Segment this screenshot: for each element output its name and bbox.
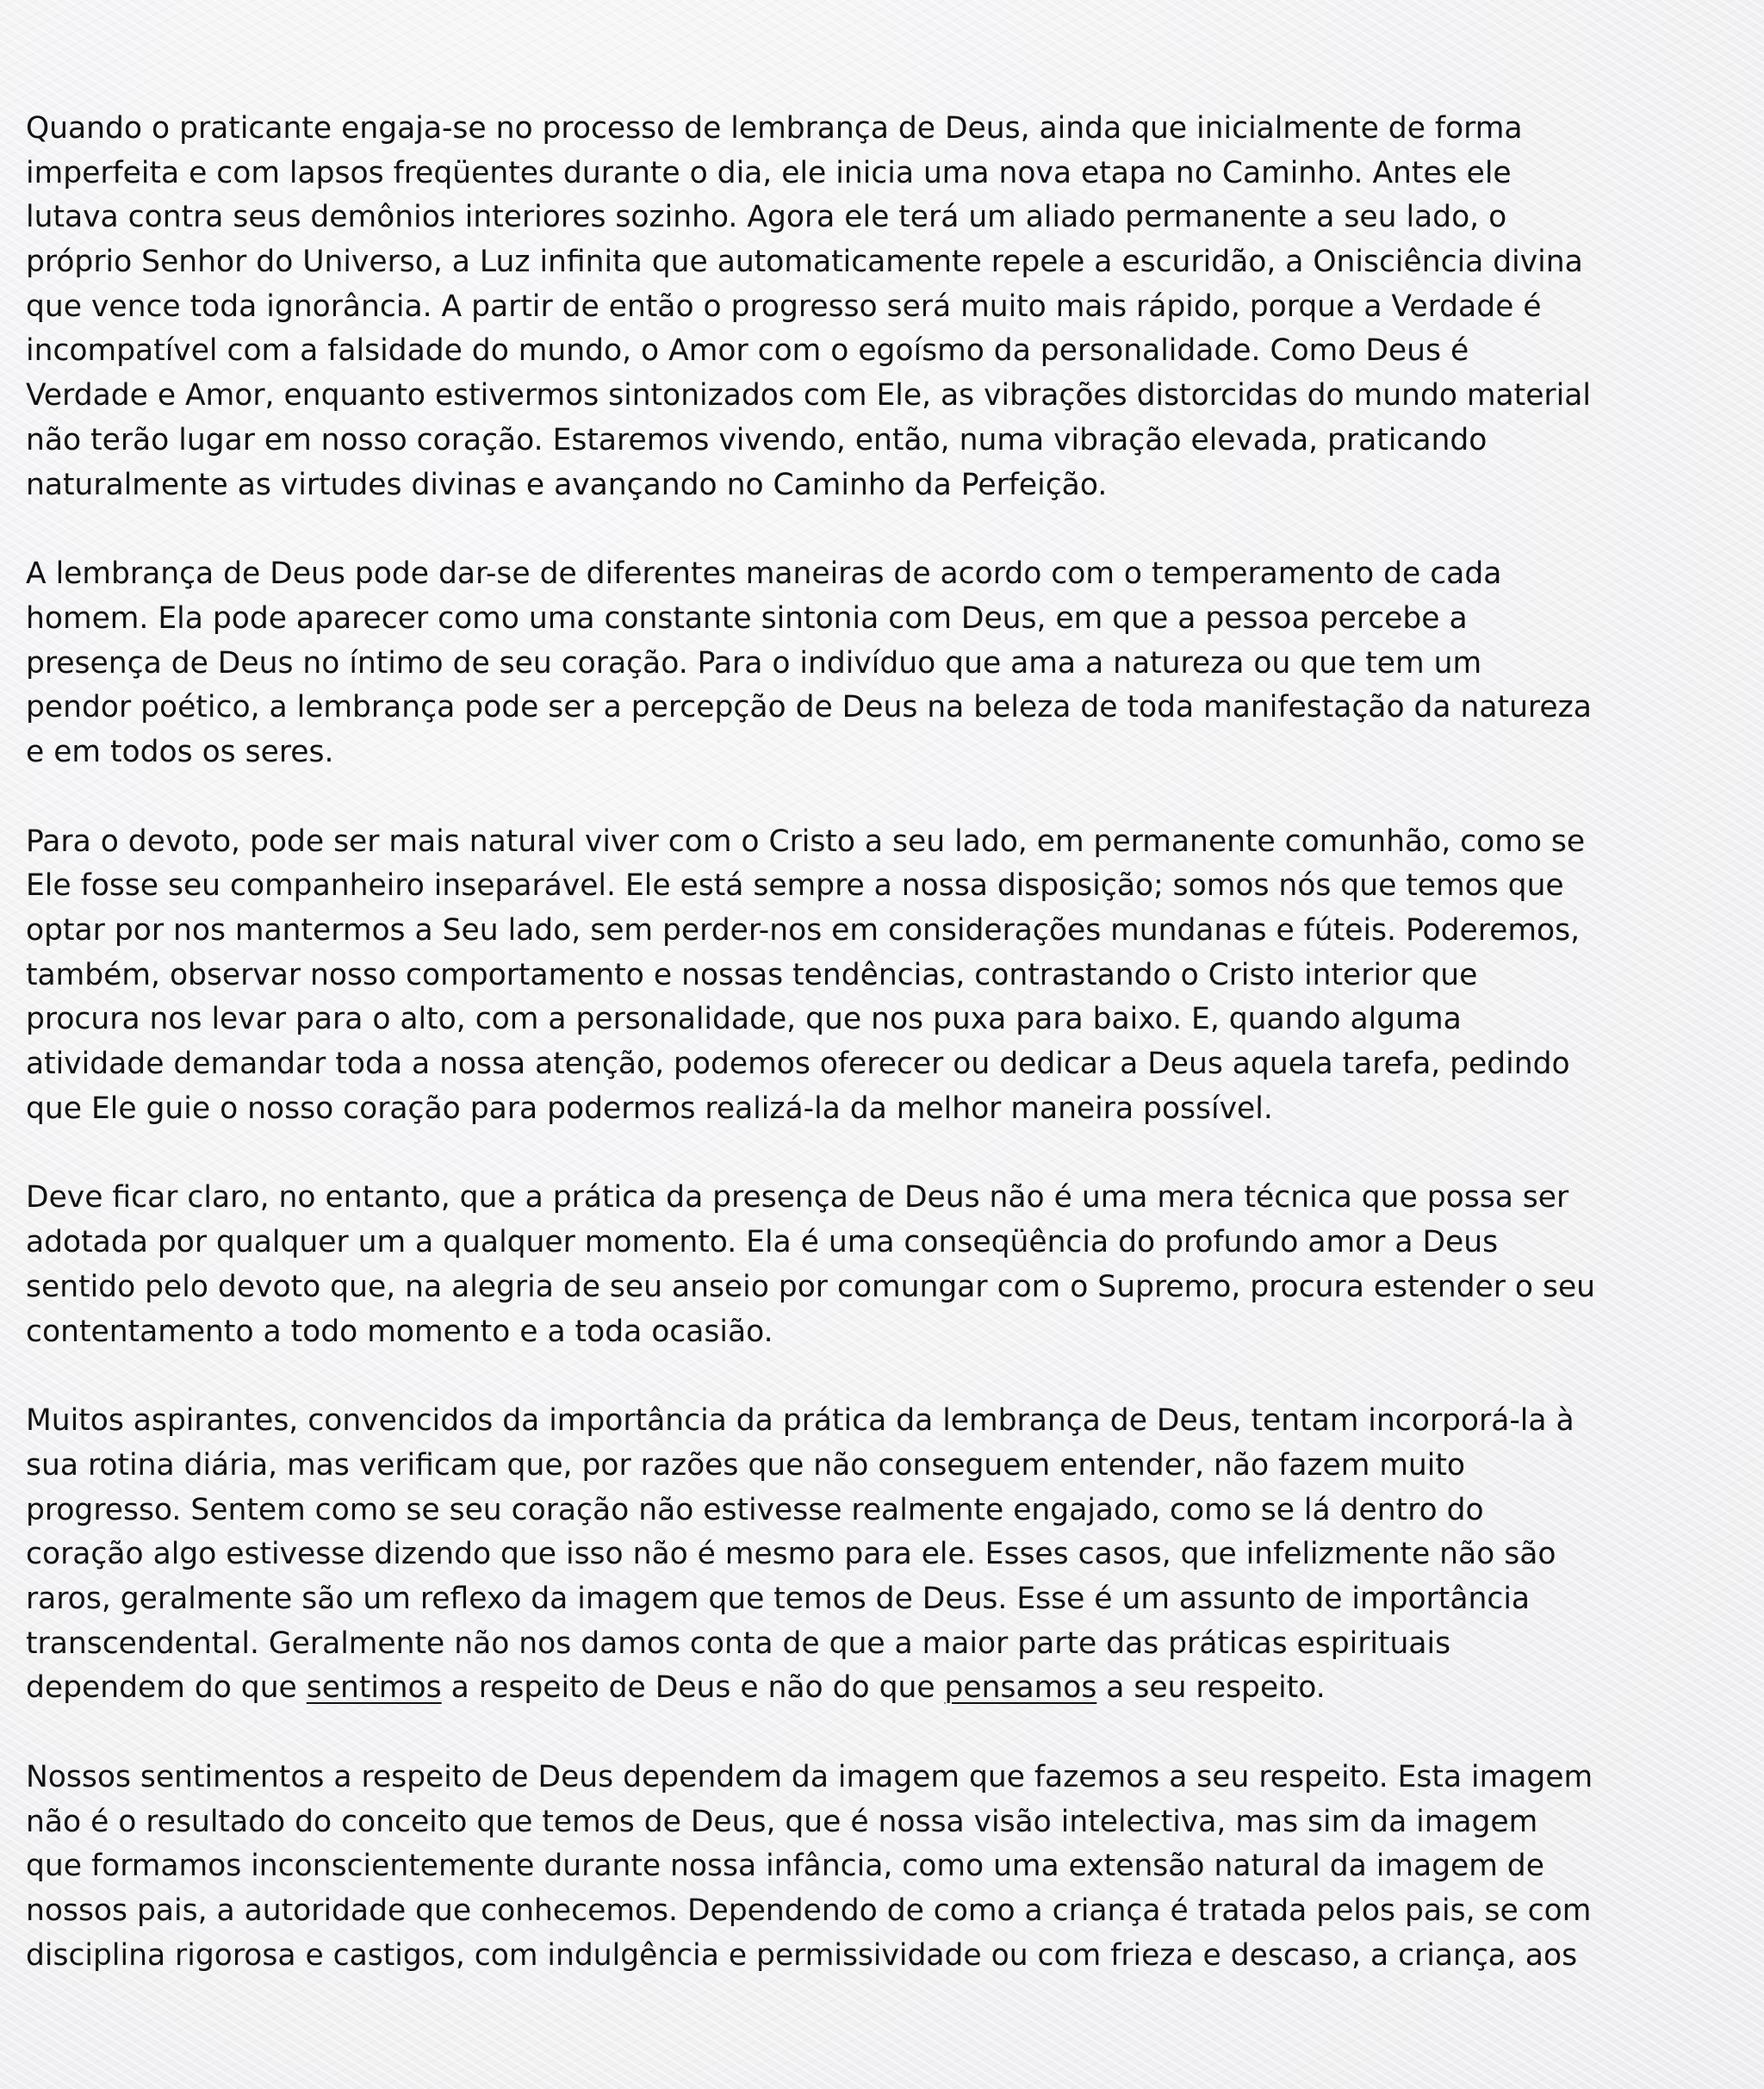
text-span: coração algo estivesse dizendo que isso não é mesmo para ele. Esses casos, que infelizmente não são [26,1537,1556,1572]
text-span: não terão lugar em nosso coração. Estaremos vivendo, então, numa vibração elevada, praticando [26,422,1488,457]
text-span: que formamos inconscientemente durante nossa infância, como uma extensão natural da imagem de [26,1849,1544,1884]
text-span: atividade demandar toda a nossa atenção, podemos oferecer ou dedicar a Deus aquela tarefa, pedindo [26,1047,1570,1082]
text-line [26,642,1748,687]
text-span: imperfeita e com lapsos freqüentes durante o dia, ele inicia uma nova etapa no Caminho. Antes ele [26,155,1512,190]
text-span: incompatível com a falsidade do mundo, o Amor com o egoísmo da personalidade. Como Deus é [26,333,1469,369]
text-line [26,1666,1748,1711]
text-span: Nossos sentimentos a respeito de Deus dependem da imagem que fazemos a seu respeito. Esta imagem [26,1760,1593,1794]
text-span: sentido pelo devoto que, na alegria de seu anseio por comungar com o Supremo, procura estender o seu [26,1269,1596,1304]
text-line [26,1533,1748,1577]
text-line [26,107,1748,152]
text-span: que Ele guie o nosso coração para podermos realizá-la da melhor maneira possível. [26,1091,1273,1126]
text-line [26,1176,1748,1221]
text-line [26,1399,1748,1444]
text-span: procura nos levar para o alto, com a personalidade, que nos puxa para baixo. E, quando alguma [26,1002,1462,1037]
text-span: Muitos aspirantes, convencidos da importância da prática da lembrança de Deus, tentam incorporá-la à [26,1403,1575,1439]
text-span: progresso. Sentem como se seu coração não estivesse realmente engajado, como se lá dentro do [26,1492,1484,1527]
paragraph-5 [26,1399,1748,1711]
text-span: presença de Deus no íntimo de seu coração. Para o indivíduo que ama a natureza ou que tem um [26,645,1482,681]
text-line [26,1087,1748,1132]
text-span: também, observar nosso comportamento e nossas tendências, contrastando o Cristo interior que [26,957,1478,992]
text-span: raros, geralmente são um reflexo da imagem que temos de Deus. Esse é um assunto de importância [26,1581,1531,1616]
text-line [26,864,1748,909]
text-span: a seu respeito. [1096,1670,1326,1706]
document-body [26,107,1748,2023]
text-span: a respeito de Deus e não do que [441,1670,945,1706]
text-line [26,1221,1748,1265]
text-span: nossos pais, a autoridade que conhecemos. Dependendo de como a criança é tratada pelos pais, se com [26,1893,1592,1929]
text-line [26,1042,1748,1087]
text-line [26,329,1748,374]
paragraph-1 [26,107,1748,507]
text-span: adotada por qualquer um a qualquer momento. Ela é uma conseqüência do profundo amor a Deus [26,1225,1499,1260]
underlined-word-sentimos: sentimos [306,1670,442,1706]
text-span: disciplina rigorosa e castigos, com indulgência e permissividade ou com frieza e descaso, a criança, aos [26,1937,1578,1973]
text-span: próprio Senhor do Universo, a Luz infinita que automaticamente repele a escuridão, a Onisciência divina [26,245,1583,280]
text-line [26,196,1748,240]
text-span: optar por nos mantermos a Seu lado, sem perder-nos em considerações mundanas e fúteis. Poderemos, [26,913,1581,948]
text-line [26,597,1748,642]
text-line [26,285,1748,330]
text-line [26,1444,1748,1489]
text-span: sua rotina diária, mas verificam que, por razões que não conseguem entender, não fazem muito [26,1447,1466,1483]
text-line [26,1844,1748,1889]
text-span: homem. Ela pode aparecer como uma constante sintonia com Deus, em que a pessoa percebe a [26,600,1468,636]
text-span: Ele fosse seu companheiro inseparável. Ele está sempre a nossa disposição; somos nós que temos que [26,868,1564,904]
underlined-word-pensamos: pensamos [944,1670,1097,1706]
text-line [26,1756,1748,1800]
text-line [26,686,1748,731]
text-span: contentamento a todo momento e a toda ocasião. [26,1314,773,1349]
paragraph-4 [26,1176,1748,1354]
paragraph-2 [26,552,1748,774]
text-line [26,1577,1748,1622]
paragraph-6 [26,1756,1748,1978]
text-line [26,374,1748,419]
text-span: dependem do que [26,1670,307,1706]
text-line [26,998,1748,1042]
text-span: não é o resultado do conceito que temos de Deus, que é nossa visão intelectiva, mas sim da imagem [26,1804,1538,1839]
text-line [26,820,1748,865]
text-line [26,1889,1748,1934]
text-line [26,1800,1748,1845]
text-line [26,1265,1748,1310]
text-line [26,463,1748,508]
text-span: lutava contra seus demônios interiores sozinho. Agora ele terá um aliado permanente a seu lado, o [26,200,1507,235]
text-line [26,152,1748,196]
text-span: A lembrança de Deus pode dar-se de diferentes maneiras de acordo com o temperamento de cada [26,556,1502,592]
text-line [26,1622,1748,1667]
text-line [26,1489,1748,1533]
text-line [26,419,1748,463]
text-span: transcendental. Geralmente não nos damos conta de que a maior parte das práticas espirituais [26,1626,1451,1661]
text-span: que vence toda ignorância. A partir de então o progresso será muito mais rápido, porque a Verdade é [26,289,1542,324]
text-span: naturalmente as virtudes divinas e avançando no Caminho da Perfeição. [26,467,1108,502]
text-line [26,1934,1748,1979]
text-line [26,552,1748,597]
text-line [26,954,1748,998]
paragraph-3 [26,820,1748,1132]
text-span: Deve ficar claro, no entanto, que a prática da presença de Deus não é uma mera técnica que possa ser [26,1180,1569,1215]
text-line [26,1310,1748,1355]
text-span: Verdade e Amor, enquanto estivermos sintonizados com Ele, as vibrações distorcidas do mundo material [26,378,1591,413]
text-line [26,909,1748,954]
text-span: pendor poético, a lembrança pode ser a percepção de Deus na beleza de toda manifestação da natureza [26,690,1592,725]
text-span: Para o devoto, pode ser mais natural viver com o Cristo a seu lado, em permanente comunhão, como se [26,824,1586,859]
text-span: e em todos os seres. [26,734,334,769]
text-line [26,240,1748,285]
text-line [26,731,1748,775]
text-span: Quando o praticante engaja-se no processo de lembrança de Deus, ainda que inicialmente de forma [26,111,1523,146]
